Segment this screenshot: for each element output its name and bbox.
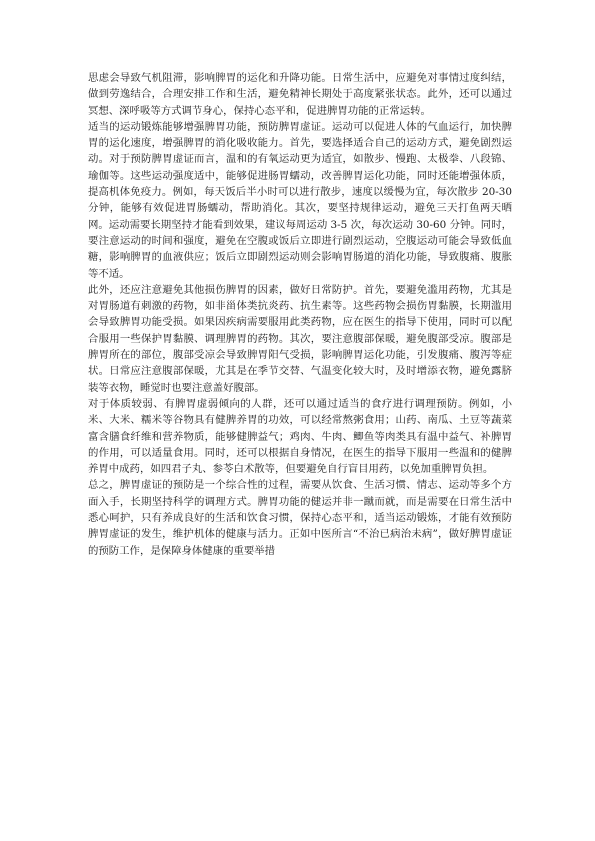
document-body <box>88 70 512 559</box>
paragraph-diet-therapy: 对于体质较弱、有脾胃虚弱倾向的人群，还可以通过适当的食疗进行调理预防。例如，小米、大米、糯米等谷物具有健脾养胃的功效，可以经常熬粥食用；山药、南瓜、土豆等蔬菜富含膳食纤维和营养物质，能够健脾益气；鸡肉、牛肉、鲫鱼等肉类具有温中益气、补脾胃的作用，可以适量食用。同时，还可以根据自身情况，在医生的指导下服用一些温和的健脾养胃中成药，如四君子丸、参苓白术散等，但要避免自行盲目用药，以免加重脾胃负担。 <box>88 397 512 476</box>
paragraph-daily-protection: 此外，还应注意避免其他损伤脾胃的因素，做好日常防护。首先，要避免滥用药物，尤其是对胃肠道有刺激的药物，如非甾体类抗炎药、抗生素等。这些药物会损伤胃黏膜，长期滥用会导致脾胃功能受损。如果因疾病需要服用此类药物，应在医生的指导下使用，同时可以配合服用一些保护胃黏膜、调理脾胃的药物。其次，要注意腹部保暖，避免腹部受凉。腹部是脾胃所在的部位，腹部受凉会导致脾胃阳气受损，影响脾胃运化功能，引发腹痛、腹泻等症状。日常应注意腹部保暖，尤其是在季节交替、气温变化较大时，及时增添衣物，避免露脐装等衣物，睡觉时也要注意盖好腹部。 <box>88 283 512 394</box>
paragraph-emotion-regulation: 思虑会导致气机阻滞，影响脾胃的运化和升降功能。日常生活中，应避免对事情过度纠结，做到劳逸结合，合理安排工作和生活，避免精神长期处于高度紧张状态。此外，还可以通过冥想、深呼吸等方式调节身心，保持心态平和，促进脾胃功能的正常运转。 <box>88 72 512 117</box>
paragraph-conclusion: 总之，脾胃虚证的预防是一个综合性的过程，需要从饮食、生活习惯、情志、运动等多个方面入手，长期坚持科学的调理方式。脾胃功能的健运并非一蹴而就，而是需要在日常生活中悉心呵护，只有养成良好的生活和饮食习惯，保持心态平和，适当运动锻炼，才能有效预防脾胃虚证的发生，维护机体的健康与活力。正如中医所言“不治已病治未病”，做好脾胃虚证的预防工作，是保障身体健康的重要举措 <box>88 479 512 557</box>
paragraph-exercise: 适当的运动锻炼能够增强脾胃功能，预防脾胃虚证。运动可以促进人体的气血运行，加快脾胃的运化速度，增强脾胃的消化吸收能力。首先，要选择适合自己的运动方式，避免剧烈运动。对于预防脾胃虚证而言，温和的有氧运动更为适宜，如散步、慢跑、太极拳、八段锦、瑜伽等。这些运动强度适中，能够促进肠胃蠕动，改善脾胃运化功能，同时还能增强体质，提高机体免疫力。例如，每天饭后半小时可以进行散步，速度以缓慢为宜，每次散步 20-30 分钟，能够有效促进胃肠蠕动，帮助消化。其次，要坚持规律运动，避免三天打鱼两天晒网。运动需要长期坚持才能看到效果，建议每周运动 3-5 次，每次运动 30-60 分钟。同时，要注意运动的时间和强度，避免在空腹或饭后立即进行剧烈运动，空腹运动可能会导致低血糖，影响脾胃的血液供应；饭后立即剧烈运动则会影响胃肠道的消化功能，导致腹痛、腹胀等不适。 <box>88 120 512 280</box>
